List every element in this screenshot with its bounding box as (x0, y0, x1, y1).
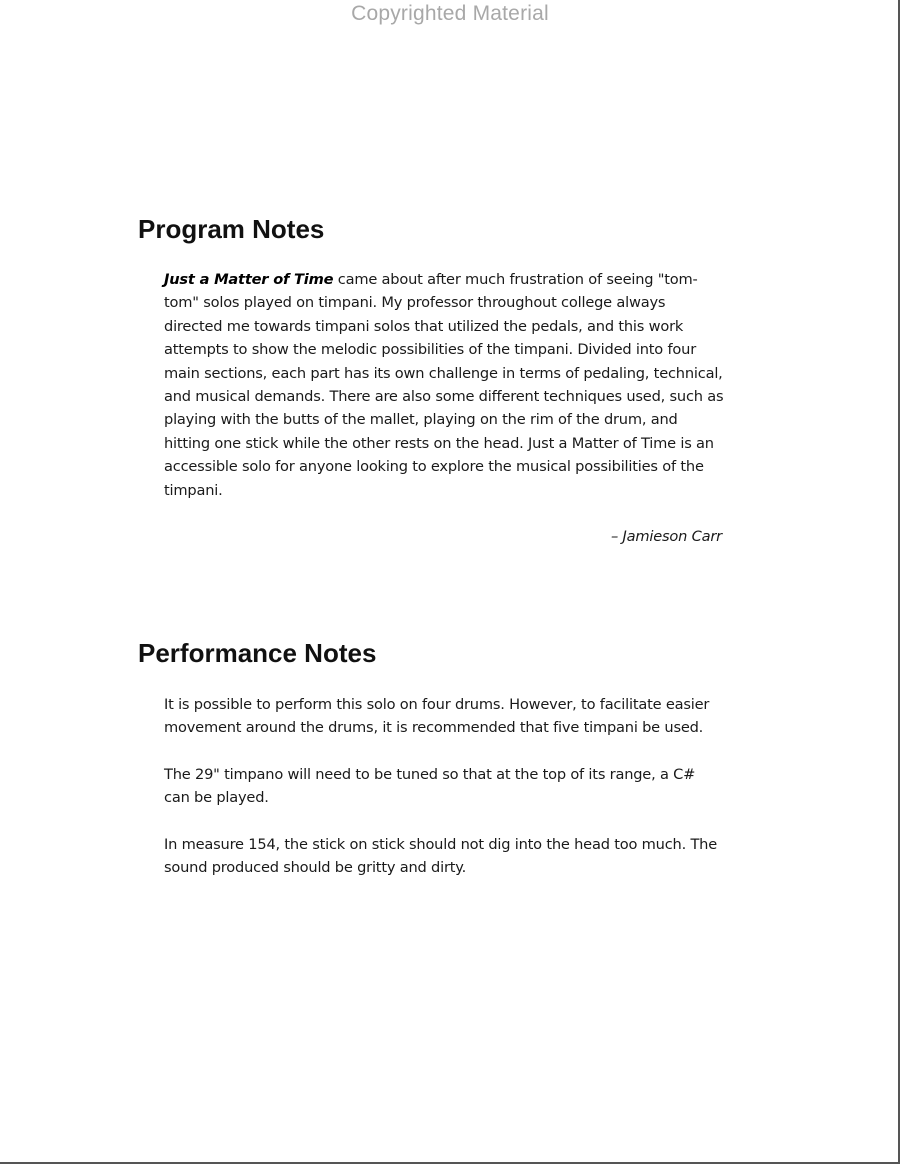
performance-note-paragraph: In measure 154, the stick on stick should not dig into the head too much. The sound produced should be gritty and dirty. (164, 836, 717, 877)
program-notes-heading: Program Notes (138, 214, 325, 244)
program-notes-body (164, 268, 724, 502)
performance-note-paragraph: It is possible to perform this solo on four drums. However, to facilitate easier movement around the drums, it is recommended that five timpani be used. (164, 696, 710, 737)
piece-title: Just a Matter of Time (164, 271, 334, 288)
author-signature: – Jamieson Carr (611, 528, 722, 545)
performance-notes-heading: Performance Notes (138, 638, 377, 668)
performance-note-paragraph: The 29" timpano will need to be tuned so that at the top of its range, a C# can be played. (164, 766, 696, 807)
copyright-watermark: Copyrighted Material (351, 2, 549, 25)
program-notes-text: came about after much frustration of seeing "tom-tom" solos played on timpani. My professor throughout college always directed me towards timpani solos that utilized the pedals, and this work attempts to show the melodic possibilities of the timpani. Divided into four main sections, each part has its own challenge in terms of pedaling, technical, and musical demands. There are also some different techniques used, such as playing with the butts of the mallet, playing on the rim of the drum, and hitting one stick while the other rests on the head. Just a Matter of Time is an accessible solo for anyone looking to explore the musical possibilities of the timpani. (164, 271, 724, 499)
